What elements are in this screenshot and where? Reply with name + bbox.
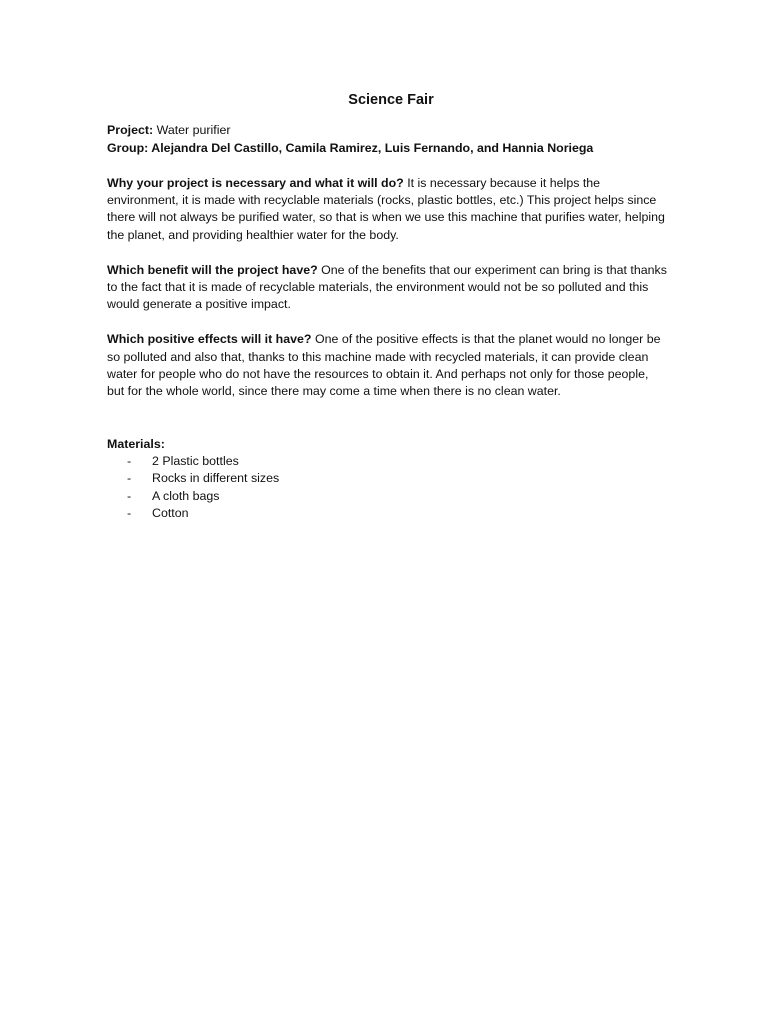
spacer: [107, 314, 667, 331]
bullet-dash: -: [127, 488, 132, 503]
bullet-dash: -: [127, 471, 132, 486]
page-title: Science Fair: [348, 92, 434, 108]
group-label: Group:: [107, 140, 149, 155]
material-item: Rocks in different sizes: [152, 471, 280, 486]
section-answer: One of the benefits that our experiment can bring is that thanks to the fact that it is made of recyclable materials, the environment would not be so polluted and this would generate a positive impact.: [107, 262, 667, 312]
section-benefit: [107, 262, 667, 314]
document-content: [107, 92, 667, 523]
project-line: [107, 122, 667, 139]
project-value: Water purifier: [156, 123, 231, 138]
bullet-dash: -: [127, 454, 132, 469]
group-value: Alejandra Del Castillo, Camila Ramirez, Luis Fernando, and Hannia Noriega: [151, 140, 594, 155]
list-item: [107, 453, 667, 470]
list-item: [107, 470, 667, 487]
list-item: [107, 488, 667, 505]
group-line: [107, 140, 667, 157]
project-label: Project:: [107, 123, 154, 138]
section-question: Which benefit will the project have?: [107, 262, 318, 277]
section-necessity: [107, 175, 667, 245]
section-answer: It is necessary because it helps the environment, it is made with recyclable materials (rocks, plastic bottles, etc.) This project helps since there will not always be purified water, so that is when we use this machine that purifies water, helping the planet, and providing healthier water for the body.: [107, 175, 665, 242]
material-item: Cotton: [152, 506, 189, 521]
section-positive-effects: [107, 331, 667, 401]
spacer: [107, 244, 667, 261]
material-item: A cloth bags: [152, 488, 220, 503]
spacer: [107, 157, 667, 174]
section-question: Why your project is necessary and what it will do?: [107, 175, 404, 190]
section-answer: One of the positive effects is that the planet would no longer be so polluted and also that, thanks to this machine made with recycled materials, it can provide clean water for people who do not have the resources to obtain it. And perhaps not only for those people, but for the whole world, since there may come a time when there is no clean water.: [107, 332, 661, 399]
material-item: 2 Plastic bottles: [152, 454, 239, 469]
materials-heading: Materials:: [107, 436, 165, 451]
spacer: [107, 401, 667, 436]
section-question: Which positive effects will it have?: [107, 332, 312, 347]
list-item: [107, 505, 667, 522]
materials-list: [107, 453, 667, 523]
bullet-dash: -: [127, 506, 132, 521]
